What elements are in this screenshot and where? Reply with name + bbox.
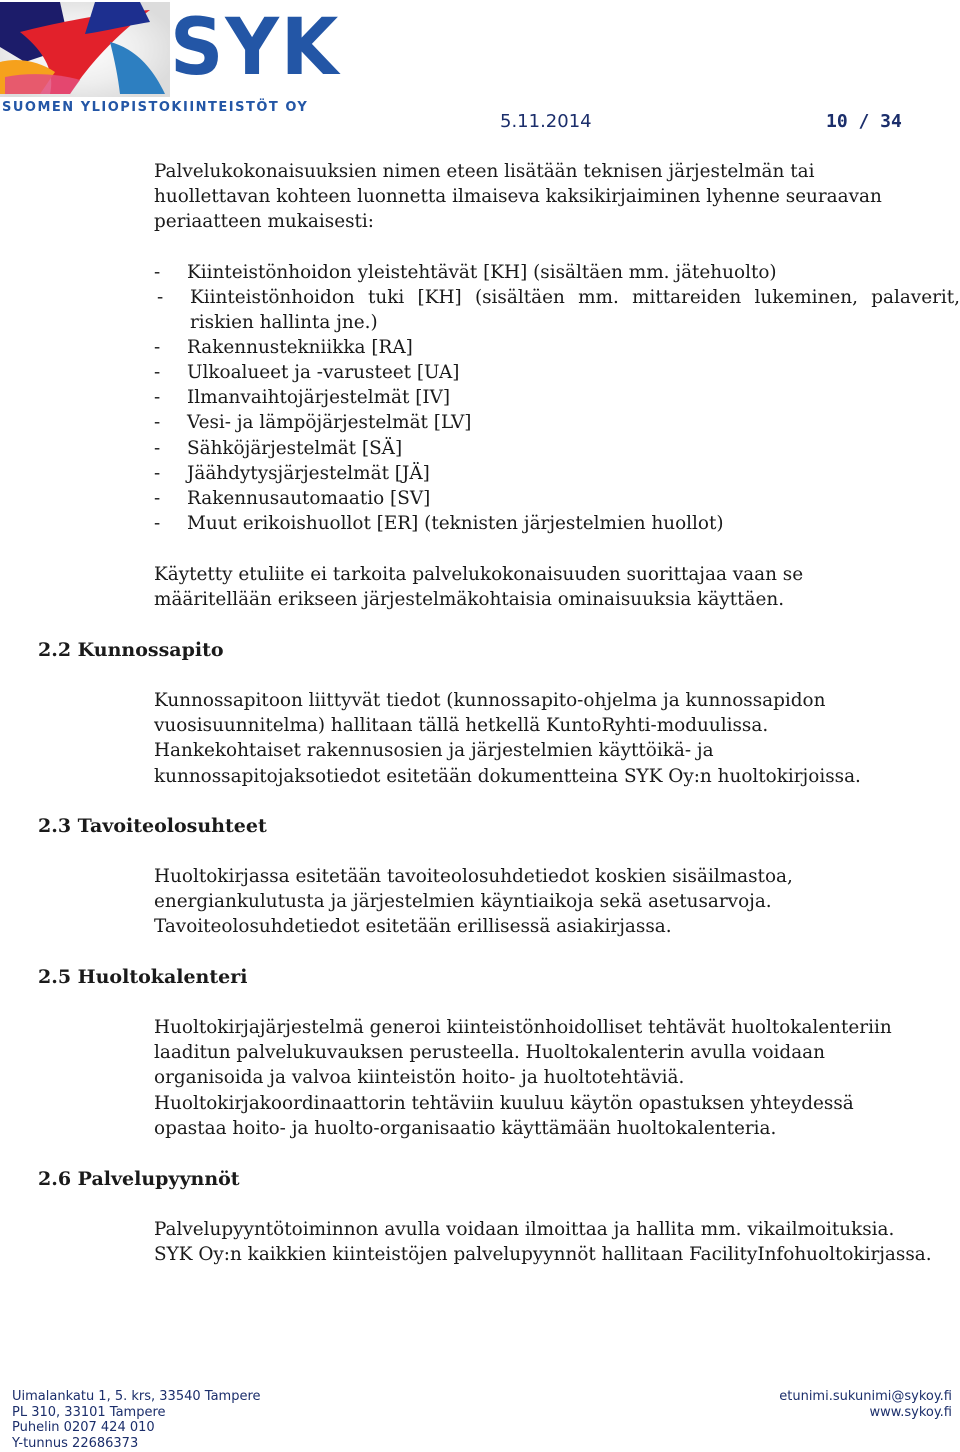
company-logo	[0, 2, 341, 115]
body-line: laaditun palvelukuvauksen perusteella. Huoltokalenterin avulla voidaan	[154, 1042, 825, 1064]
page-number: 10 / 34	[826, 111, 902, 132]
list-dash: -	[157, 287, 164, 308]
list-item-text: Ulkoalueet ja -varusteet [UA]	[187, 362, 460, 383]
list-item	[154, 511, 724, 536]
footer-address	[12, 1389, 261, 1451]
intro-line: huollettavan kohteen luonnetta ilmaiseva kaksikirjaiminen lyhenne seuraavan	[154, 186, 882, 208]
section-body-tavoiteolosuhteet	[154, 864, 944, 940]
body-line: kunnossapitojaksotiedot esitetään dokumentteina SYK Oy:n huoltokirjoissa.	[154, 765, 861, 787]
footer-website-link[interactable]: www.sykoy.fi	[869, 1404, 952, 1420]
list-item-text: Jäähdytysjärjestelmät [JÄ]	[187, 463, 430, 484]
list-item-text: Rakennustekniikka [RA]	[187, 337, 413, 358]
section-body-palvelupyynnot	[154, 1217, 944, 1267]
prefix-note-paragraph	[154, 562, 944, 612]
footer-email-link[interactable]: etunimi.sukunimi@sykoy.fi	[779, 1389, 952, 1404]
list-item-text: Sähköjärjestelmät [SÄ]	[187, 438, 403, 459]
list-item-text: Ilmanvaihtojärjestelmät [IV]	[187, 387, 451, 408]
list-dash: -	[154, 438, 161, 459]
note-line: Käytetty etuliite ei tarkoita palvelukokonaisuuden suorittajaa vaan se	[154, 564, 804, 585]
list-item	[154, 260, 777, 285]
list-dash: -	[154, 337, 161, 358]
section-heading-huoltokalenteri: 2.5 Huoltokalenteri	[38, 966, 248, 988]
body-line: energiankulutusta ja järjestelmien käyntiaikoja sekä asetusarvoja.	[154, 891, 772, 913]
list-item	[157, 285, 960, 310]
intro-line: Palvelukokonaisuuksien nimen eteen lisätään teknisen järjestelmän tai	[154, 161, 815, 182]
list-item	[154, 335, 413, 360]
list-item	[154, 360, 459, 385]
section-heading-palvelupyynnot: 2.6 Palvelupyynnöt	[38, 1168, 240, 1190]
list-item	[154, 486, 430, 511]
list-item	[154, 436, 402, 461]
body-line: Hankekohtaiset rakennusosien ja järjestelmien käyttöikä- ja	[154, 740, 714, 762]
body-line: Huoltokirjajärjestelmä generoi kiinteistönhoidolliset tehtävät huoltokalenteriin	[154, 1017, 892, 1038]
list-item-text: Muut erikoishuollot [ER] (teknisten järjestelmien huollot)	[187, 513, 724, 534]
section-body-kunnossapito	[154, 688, 944, 789]
body-line: organisoida ja valvoa kiinteistön hoito- ja huoltotehtäviä.	[154, 1067, 685, 1089]
body-line: Kunnossapitoon liittyvät tiedot (kunnossapito-ohjelma ja kunnossapidon	[154, 690, 826, 711]
list-dash: -	[154, 488, 161, 509]
footer-line: PL 310, 33101 Tampere	[12, 1404, 166, 1420]
list-item	[154, 461, 430, 486]
list-dash: -	[154, 362, 161, 383]
body-line: Huoltokirjassa esitetään tavoiteolosuhdetiedot koskien sisäilmastoa,	[154, 866, 793, 887]
intro-paragraph	[154, 159, 944, 235]
list-item-text: Kiinteistönhoidon tuki [KH] (sisältäen mm. mittareiden lukeminen, palaverit,	[190, 287, 960, 308]
footer-line: Uimalankatu 1, 5. krs, 33540 Tampere	[12, 1389, 261, 1404]
intro-line: periaatteen mukaisesti:	[154, 211, 374, 233]
footer-line: Y-tunnus 22686373	[12, 1435, 139, 1451]
list-item-text: Kiinteistönhoidon yleistehtävät [KH] (sisältäen mm. jätehuolto)	[187, 262, 777, 283]
list-item-continuation: riskien hallinta jne.)	[190, 312, 378, 333]
section-heading-tavoiteolosuhteet: 2.3 Tavoiteolosuhteet	[38, 815, 267, 837]
document-date: 5.11.2014	[500, 111, 592, 132]
body-line: vuosisuunnitelma) hallitaan tällä hetkellä KuntoRyhti-moduulissa.	[154, 715, 769, 737]
body-line: Tavoiteolosuhdetiedot esitetään erillisessä asiakirjassa.	[154, 916, 672, 938]
logo-wordmark: SYK	[170, 3, 341, 93]
section-heading-kunnossapito: 2.2 Kunnossapito	[38, 639, 224, 661]
body-line: opastaa hoito- ja huolto-organisaatio käyttämään huoltokalenteria.	[154, 1117, 777, 1139]
logo-subtitle: SUOMEN YLIOPISTOKIINTEISTÖT OY	[2, 100, 309, 115]
footer-contact	[779, 1389, 952, 1420]
list-item	[154, 385, 450, 410]
list-item-text: Vesi- ja lämpöjärjestelmät [LV]	[187, 412, 472, 433]
list-dash: -	[154, 387, 161, 408]
body-line: Huoltokirjakoordinaattorin tehtäviin kuuluu käytön opastuksen yhteydessä	[154, 1092, 854, 1114]
list-dash: -	[154, 412, 161, 433]
section-body-huoltokalenteri	[154, 1015, 944, 1141]
list-dash: -	[154, 463, 161, 484]
list-item	[154, 410, 471, 435]
footer-line: Puhelin 0207 424 010	[12, 1420, 155, 1435]
list-item-text: Rakennusautomaatio [SV]	[187, 488, 431, 509]
note-line: määritellään erikseen järjestelmäkohtaisia ominaisuuksia käyttäen.	[154, 589, 785, 611]
body-line: SYK Oy:n kaikkien kiinteistöjen palvelupyynnöt hallitaan FacilityInfohuoltokirjassa.	[154, 1244, 932, 1266]
body-line: Palvelupyyntötoiminnon avulla voidaan ilmoittaa ja hallita mm. vikailmoituksia.	[154, 1219, 895, 1240]
list-dash: -	[154, 262, 161, 283]
list-dash: -	[154, 513, 161, 534]
